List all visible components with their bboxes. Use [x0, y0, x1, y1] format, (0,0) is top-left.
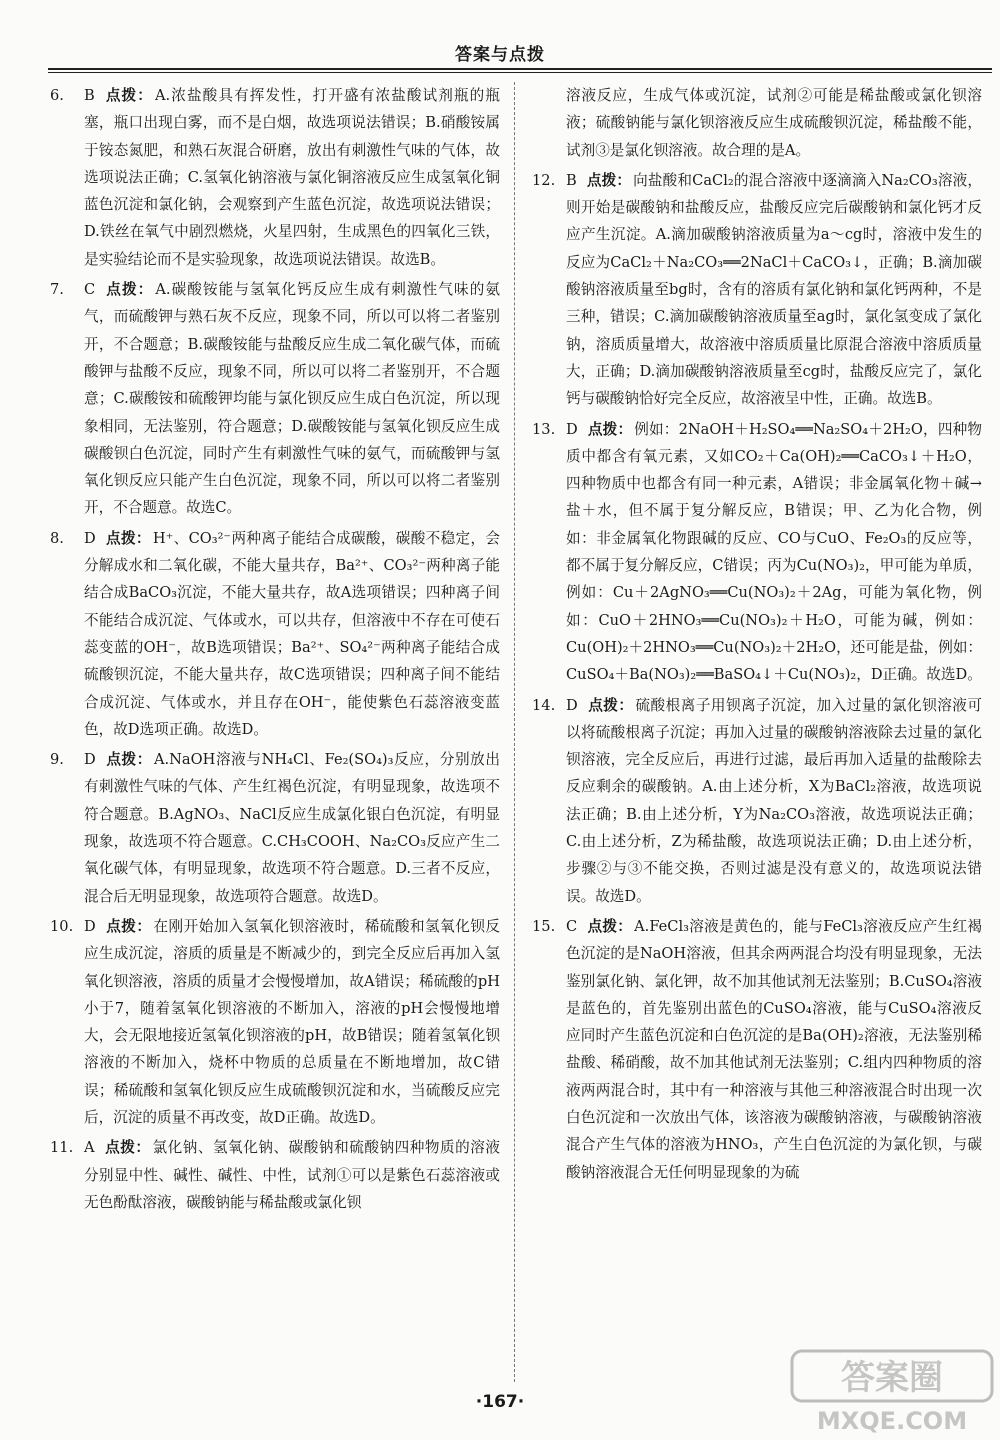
tip-label: 点拨：: [587, 420, 633, 438]
answer-item: [532, 167, 982, 413]
answer-item: [50, 913, 500, 1131]
explanation-text: 向盐酸和CaCl₂的混合溶液中逐滴滴入Na₂CO₃溶液，则开始是碳酸钠和盐酸反应，盐酸反应完后碳酸钠和氯化钙才反应产生沉淀。A.滴加碳酸钠溶液质量为a～cg时，溶液中发生的反应为CaCl₂＋Na₂CO₃══2NaCl＋CaCO₃↓，正确；B.滴加碳酸钠溶液质量至bg时，含有的溶质有氯化钠和氯化钙两种，不是三种，错误；C.滴加碳酸钠溶液质量至ag时，氯化氢变成了氯化钠，溶质质量增大，故溶液中溶质质量比原混合溶液中溶质质量大，正确；D.滴加碳酸钠溶液质量至cg时，盐酸反应完了，氯化钙与碳酸钠恰好完全反应，故溶液呈中性，正确。故选B。: [566, 171, 982, 408]
left-column: [50, 82, 500, 1219]
question-number: 9.: [50, 751, 64, 769]
answer-letter: D: [84, 917, 96, 935]
question-number: 12.: [532, 171, 556, 189]
watermark-site: MXQE.COM: [816, 1407, 968, 1435]
tip-label: 点拨：: [105, 281, 154, 299]
question-number: 8.: [50, 529, 64, 547]
answer-letter: D: [84, 751, 96, 769]
page-number: ·167·: [475, 1392, 525, 1412]
explanation-text: 在刚开始加入氢氧化钡溶液时，稀硫酸和氢氧化钡反应生成沉淀，溶质的质量是不断减少的，到完全反应后再加入氢氧化钡溶液，溶质的质量才会慢慢增加，故A错误；稀硫酸的pH小于7，随着氢氧化钡溶液的不断加入，溶液的pH会慢慢地增大，会无限地接近氢氧化钡溶液的pH，故B错误；随着氢氧化钡溶液的不断加入，烧杯中物质的总质量在不断地增加，故C错误；稀硫酸和氢氧化钡反应生成硫酸钡沉淀和水，当硫酸反应完后，沉淀的质量不再改变，故D正确。故选D。: [84, 917, 500, 1126]
question-number: 10.: [50, 917, 74, 935]
tip-label: 点拨：: [587, 917, 633, 935]
column-divider: [514, 82, 515, 1382]
answer-letter: A: [84, 1139, 95, 1157]
tip-label: 点拨：: [105, 917, 152, 935]
question-number: 11.: [50, 1139, 74, 1157]
answer-item: [532, 416, 982, 689]
answer-letter: D: [566, 696, 578, 714]
watermark-logo: [790, 1345, 995, 1435]
explanation-text: 例如：2NaOH＋H₂SO₄══Na₂SO₄＋2H₂O，四种物质中都含有氧元素，又如CO₂＋Ca(OH)₂══CaCO₃↓＋H₂O，四种物质中也都含有同一种元素，A错误；非金属氧化物＋碱→盐＋水，但不属于复分解反应，B错误；甲、乙为化合物，例如：非金属氧化物跟碱的反应、CO与CuO、Fe₂O₃的反应等，都不属于复分解反应，C错误；丙为Cu(NO₃)₂，甲可能为单质，例如：Cu＋2AgNO₃══Cu(NO₃)₂＋2Ag，可能为氧化物，例如：CuO＋2HNO₃══Cu(NO₃)₂＋H₂O，可能为碱，例如：Cu(OH)₂＋2HNO₃══Cu(NO₃)₂＋2H₂O，还可能是盐，例如：CuSO₄＋Ba(NO₃)₂══BaSO₄↓＋Cu(NO₃)₂，D正确。故选D。: [566, 420, 983, 684]
tip-label: 点拨：: [105, 751, 152, 769]
tip-label: 点拨：: [105, 529, 151, 547]
explanation-text: 硫酸根离子用钡离子沉淀，加入过量的氯化钡溶液可以将硫酸根离子沉淀；再加入过量的碳酸钠溶液除去过量的氯化钡溶液，完全反应后，再进行过滤，最后再加入适量的盐酸除去反应剩余的碳酸钠。A.由上述分析，X为BaCl₂溶液，故选项说法正确；B.由上述分析，Y为Na₂CO₃溶液，故选项说法正确；C.由上述分析，Z为稀盐酸，故选项说法正确；D.由上述分析，步骤②与③不能交换，否则过滤是没有意义的，故选项说法错误。故选D。: [566, 696, 982, 905]
question-number: 15.: [532, 917, 556, 935]
tip-label: 点拨：: [586, 171, 632, 189]
answer-item: [532, 82, 982, 164]
answer-letter: D: [566, 420, 578, 438]
question-number: 6.: [50, 87, 64, 104]
answer-item: [50, 82, 500, 273]
answer-item: [50, 276, 500, 522]
explanation-text: A.碳酸铵能与氢氧化钙反应生成有刺激性气味的氨气，而硫酸钾与熟石灰不反应，现象不同，所以可以将二者鉴别开，不合题意；B.碳酸铵能与盐酸反应生成二氧化碳气体，而硫酸钾与盐酸不反应，现象不同，所以可以将二者鉴别开，不合题意；C.碳酸铵和硫酸钾均能与氯化钡反应生成白色沉淀，所以现象相同，无法鉴别，符合题意；D.碳酸铵能与氢氧化钡反应生成碳酸钡白色沉淀，同时产生有刺激性气味的氨气，而硫酸钾与氢氧化钡反应只能产生白色沉淀，现象不同，所以可以将二者鉴别开，不合题意。故选C。: [84, 281, 500, 517]
explanation-text: 氯化钠、氢氧化钠、碳酸钠和硫酸钠四种物质的溶液分别显中性、碱性、碱性、中性，试剂①可以是紫色石蕊溶液或无色酚酞溶液，碳酸钠能与稀盐酸或氯化钡: [84, 1139, 500, 1211]
watermark-text: 答案圈: [841, 1358, 943, 1398]
explanation-text: H⁺、CO₃²⁻两种离子能结合成碳酸，碳酸不稳定，会分解成水和二氧化碳，不能大量共存，Ba²⁺、CO₃²⁻两种离子能结合成BaCO₃沉淀，不能大量共存，故A选项错误；四种离子间不能结合成沉淀、气体或水，可以共存，但溶液中不存在可使石蕊变蓝的OH⁻，故B选项错误；Ba²⁺、SO₄²⁻两种离子能结合成硫酸钡沉淀，不能大量共存，故C选项错误；四种离子间不能结合成沉淀、气体或水，并且存在OH⁻，能使紫色石蕊溶液变蓝色，故D选项正确。故选D。: [84, 529, 500, 738]
answer-item: [532, 692, 982, 910]
explanation-text: 溶液反应，生成气体或沉淀，试剂②可能是稀盐酸或氯化钡溶液；硫酸钠能与氯化钡溶液反应生成硫酸钡沉淀，稀盐酸不能，试剂③是氯化钡溶液。故合理的是A。: [566, 87, 982, 159]
explanation-text: A.FeCl₃溶液是黄色的，能与FeCl₃溶液反应产生红褐色沉淀的是NaOH溶液，但其余两两混合均没有明显现象，无法鉴别氯化钠、氯化钾，故不加其他试剂无法鉴别；B.CuSO₄溶液是蓝色的，首先鉴别出蓝色的CuSO₄溶液，能与CuSO₄溶液反应同时产生蓝色沉淀和白色沉淀的是Ba(OH)₂溶液，无法鉴别稀盐酸、稀硝酸，故不加其他试剂无法鉴别；C.组内四种物质的溶液两两混合时，其中有一种溶液与其他三种溶液混合时出现一次白色沉淀和一次放出气体，该溶液为碳酸钠溶液，与碳酸钠溶液混合产生气体的溶液为HNO₃，产生白色沉淀的为氯化钡，与碳酸钠溶液混合无任何明显现象的为硫: [566, 917, 982, 1181]
tip-label: 点拨：: [587, 696, 634, 714]
header-rule-thin: [48, 72, 992, 73]
answer-letter: B: [84, 87, 95, 104]
answer-letter: B: [566, 171, 577, 189]
answer-letter: D: [84, 529, 96, 547]
tip-label: 点拨：: [104, 87, 153, 104]
tip-label: 点拨：: [104, 1139, 151, 1157]
explanation-text: A.NaOH溶液与NH₄Cl、Fe₂(SO₄)₃反应，分别放出有刺激性气味的气体、产生红褐色沉淀，有明显现象，故选项不符合题意。B.AgNO₃、NaCl反应生成氯化银白色沉淀，有明显现象，故选项不符合题意。C.CH₃COOH、Na₂CO₃反应产生二氧化碳气体，有明显现象，故选项不符合题意。D.三者不反应，混合后无明显现象，故选项符合题意。故选D。: [84, 751, 500, 905]
right-column: [532, 82, 982, 1189]
header-rule: [48, 68, 992, 70]
question-number: 7.: [50, 281, 64, 299]
answer-letter: C: [84, 281, 96, 299]
answer-item: [532, 913, 982, 1186]
question-number: 13.: [532, 420, 556, 438]
explanation-text: A.浓盐酸具有挥发性，打开盛有浓盐酸试剂瓶的瓶塞，瓶口出现白雾，而不是白烟，故选项说法错误；B.硝酸铵属于铵态氮肥，和熟石灰混合研磨，放出有刺激性气味的气体，故选项说法正确；C.氢氧化钠溶液与氯化铜溶液反应生成氢氧化铜蓝色沉淀和氯化钠，会观察到产生蓝色沉淀，故选项说法错误；D.铁丝在氧气中剧烈燃烧，火星四射，生成黑色的四氧化三铁，是实验结论而不是实验现象，故选项说法错误。故选B。: [84, 87, 500, 268]
answer-item: [50, 525, 500, 743]
answer-item: [50, 1134, 500, 1216]
question-number: 14.: [532, 696, 556, 714]
answer-item: [50, 746, 500, 910]
page-header: 答案与点拨: [455, 45, 545, 65]
answer-letter: C: [566, 917, 578, 935]
